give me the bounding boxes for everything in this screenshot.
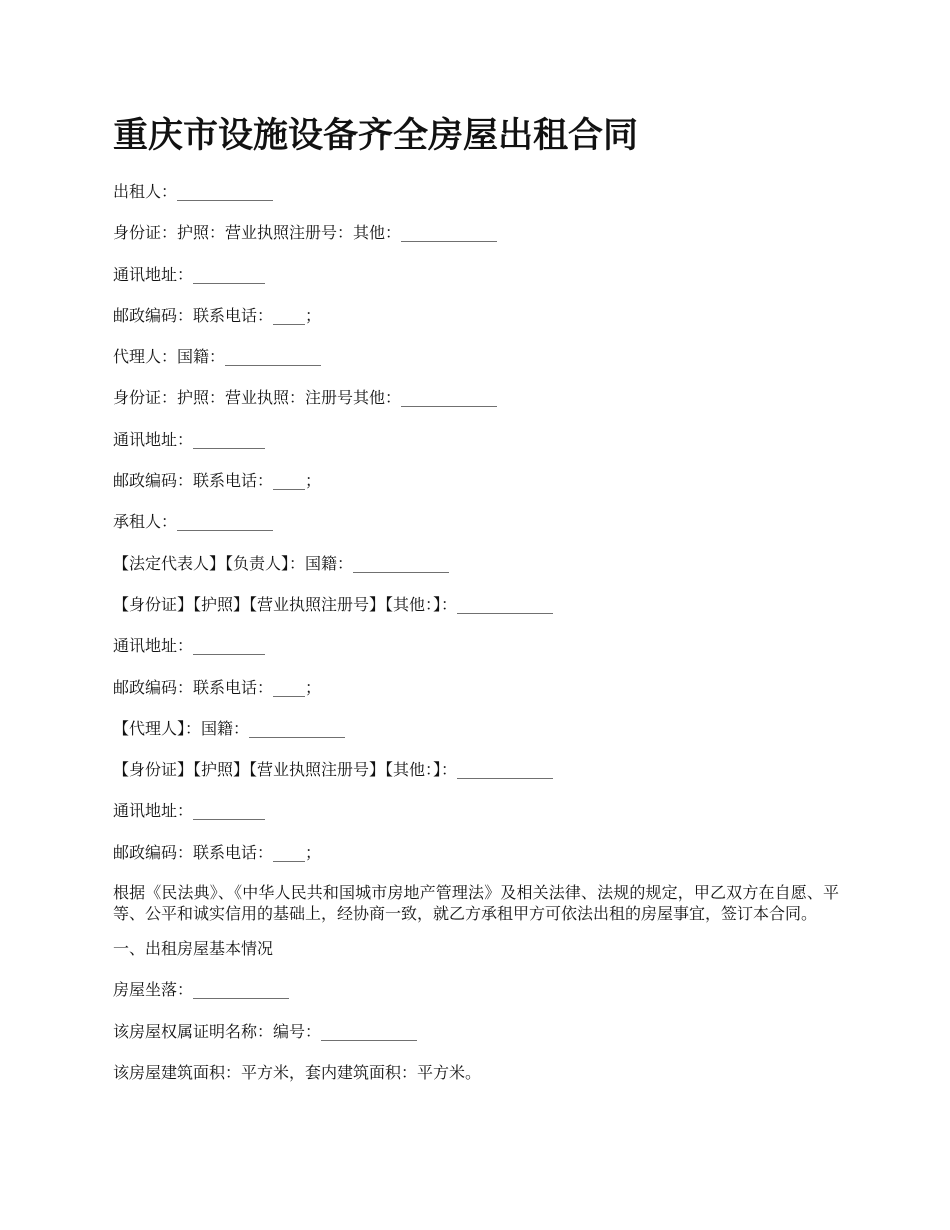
- lessee-line: 承租人：____________: [113, 512, 274, 532]
- contract-body: [113, 180, 839, 1102]
- lessor-agent-id-line: 身份证：护照：营业执照：注册号其他：____________: [113, 388, 498, 408]
- preamble-paragraph: 根据《民法典》、《中华人民共和国城市房地产管理法》及相关法律、法规的规定，甲乙双方在自愿、平等、公平和诚实信用的基础上，经协商一致，就乙方承租甲方可依法出租的房屋事宜，签订本合同。: [113, 883, 839, 924]
- document-title: 重庆市设施设备齐全房屋出租合同: [113, 115, 639, 156]
- lessor-agent-postcode-phone-line: 邮政编码：联系电话：____；: [113, 471, 322, 491]
- lessor-id-line: 身份证：护照：营业执照注册号：其他：____________: [113, 223, 498, 243]
- ownership-certificate-line: 该房屋权属证明名称：编号：____________: [113, 1021, 418, 1041]
- lessor-line: 出租人：____________: [113, 182, 274, 201]
- lessee-address-line: 通讯地址：_________: [113, 636, 266, 656]
- lessor-agent-address-line: 通讯地址：_________: [113, 429, 266, 449]
- lessee-agent-line: 【代理人】：国籍：____________: [113, 718, 346, 738]
- property-location-line: 房屋坐落：____________: [113, 980, 290, 1000]
- lessor-agent-line: 代理人：国籍：____________: [113, 347, 322, 367]
- lessee-agent-address-line: 通讯地址：_________: [113, 801, 266, 821]
- lessee-agent-id-line: 【身份证】【护照】【营业执照注册号】【其他：】：____________: [113, 760, 554, 780]
- lessor-postcode-phone-line: 邮政编码：联系电话：____；: [113, 305, 322, 325]
- section-heading: 一、出租房屋基本情况: [113, 939, 274, 959]
- lessee-id-line: 【身份证】【护照】【营业执照注册号】【其他：】：____________: [113, 594, 554, 614]
- floor-area-line: 该房屋建筑面积：平方米，套内建筑面积：平方米。: [113, 1062, 482, 1082]
- lessor-address-line: 通讯地址：_________: [113, 264, 266, 284]
- lessee-representative-line: 【法定代表人】【负责人】：国籍：____________: [113, 553, 450, 573]
- lessee-agent-postcode-phone-line: 邮政编码：联系电话：____；: [113, 842, 322, 862]
- lessee-postcode-phone-line: 邮政编码：联系电话：____；: [113, 677, 322, 697]
